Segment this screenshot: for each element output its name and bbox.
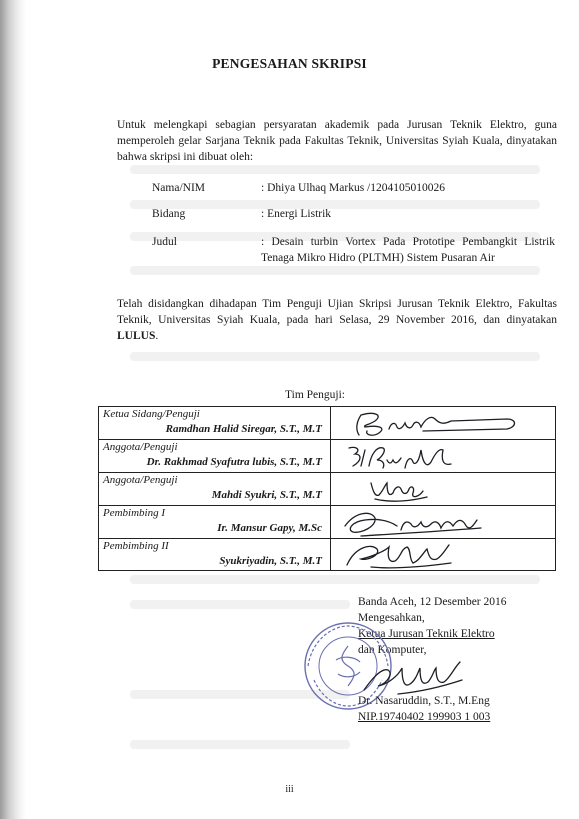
examiner-role: Anggota/Penguji [103,474,178,486]
intro-paragraph: Untuk melengkapi sebagian persyaratan akademik pada Jurusan Teknik Elektro, guna memperoleh gelar Sarjana Teknik pada Fakultas Teknik, Universitas Syiah Kuala, dinyatakan bahwa skripsi ini dibuat oleh: [117,119,557,163]
examiner-signature-table [98,406,556,571]
examiner-name: Mahdi Syukri, S.T., M.T [211,489,322,501]
examiner-row [99,407,555,440]
tested-paragraph [117,296,557,344]
examiner-row [99,538,555,571]
signature-image [331,506,555,539]
bleed-through-line [130,266,540,275]
bleed-through-line [130,575,540,584]
page-number: iii [285,784,294,795]
tested-text: Telah disidangkan dihadapan Tim Penguji Ujian Skripsi Jurusan Teknik Elektro, Fakultas Teknik, Universitas Syiah Kuala, pada hari Selasa, 29 November 2016, dan dinyatakan [117,298,557,326]
examiner-cell [99,440,331,472]
examiner-cell [99,473,331,505]
position-line2: dan Komputer, [358,644,427,656]
examiner-cell [99,539,331,571]
binding-shadow [0,0,26,819]
examiner-role: Pembimbing II [103,540,169,552]
examiner-name: Ir. Mansur Gapy, M.Sc [217,522,322,534]
examiner-role: Ketua Sidang/Penguji [103,408,200,420]
info-label: Bidang [152,208,186,220]
signature-image [331,407,555,440]
examiner-name: Ramdhan Halid Siregar, S.T., M.T [165,423,322,435]
examiner-row [99,439,555,472]
tested-status: LULUS [117,330,156,342]
bleed-through-line [130,352,540,361]
examiner-row [99,505,555,538]
signature-image [331,539,555,572]
tim-penguji-label: Tim Penguji: [285,389,345,401]
head-name: Dr. Nasaruddin, S.T., M.Eng [358,695,490,707]
tested-end: . [155,330,159,342]
signature-image [331,440,555,473]
position-line1: Ketua Jurusan Teknik Elektro [358,628,495,640]
examiner-name: Syukriyadin, S.T., M.T [219,555,322,567]
signature-image [331,473,555,506]
info-value: : Dhiya Ulhaq Markus /1204105010026 [261,182,445,194]
info-value: : Desain turbin Vortex Pada Prototipe Pembangkit Listrik Tenaga Mikro Hidro (PLTMH) Sistem Pusaran Air [261,236,555,264]
approval-label: Mengesahkan, [358,612,425,624]
info-label: Nama/NIM [152,182,206,194]
bleed-through-line [130,600,350,609]
examiner-cell [99,506,331,538]
examiner-role: Anggota/Penguji [103,441,178,453]
examiner-cell [99,407,331,440]
bleed-through-line [130,165,540,174]
head-nip: NIP.19740402 199903 1 003 [358,711,491,723]
examiner-role: Pembimbing I [103,507,166,519]
place-date: Banda Aceh, 12 Desember 2016 [358,596,507,608]
examiner-row [99,472,555,505]
examiner-name: Dr. Rakhmad Syafutra lubis, S.T., M.T [146,456,322,468]
info-value: : Energi Listrik [261,208,332,220]
info-label: Judul [152,236,177,248]
head-signature-image [358,654,508,698]
bleed-through-line [130,740,350,749]
page-title: PENGESAHAN SKRIPSI [212,56,367,71]
